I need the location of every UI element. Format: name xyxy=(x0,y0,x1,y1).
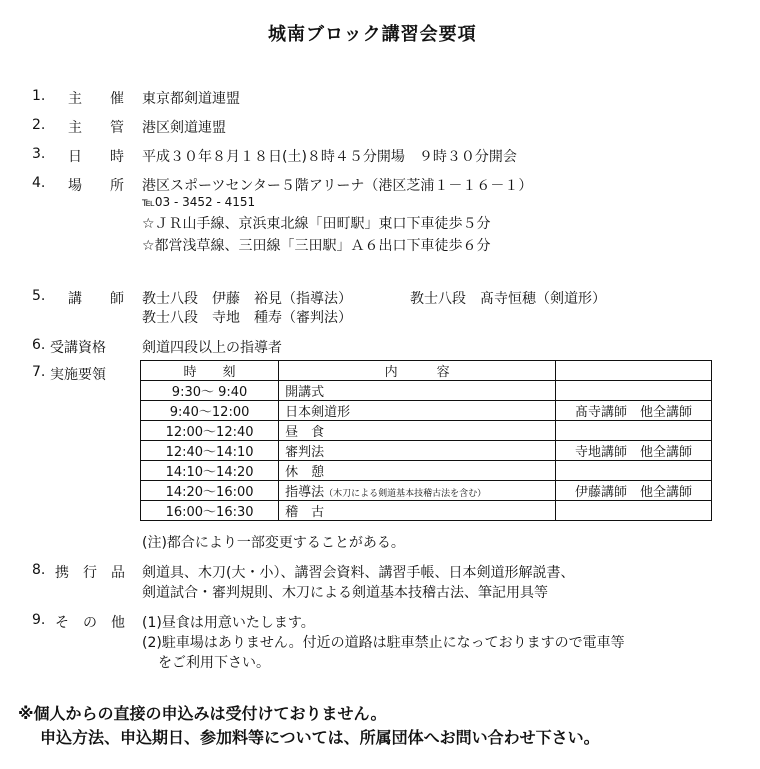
row-content: 昼 食 xyxy=(279,421,556,441)
row-content: 稽 古 xyxy=(279,501,556,521)
section-number: 9. xyxy=(32,612,46,628)
section-label-manager: 主 管 xyxy=(68,120,124,136)
section-label-datetime: 日 時 xyxy=(68,149,124,165)
datetime-value: 平成３０年８月１８日(土)８時４５分開場 ９時３０分開会 xyxy=(142,149,517,165)
row-content-note: （木刀による剣道基本技稽古法を含む） xyxy=(324,489,487,499)
table-row xyxy=(141,441,712,461)
instructor-ito: 教士八段 伊藤 裕見（指導法） xyxy=(142,291,352,307)
table-header-content: 内 容 xyxy=(279,361,556,381)
belongings-line-2: 剣道試合・審判規則、木刀による剣道基本技稽古法、筆記用具等 xyxy=(142,585,548,601)
section-label-organizer: 主 催 xyxy=(68,91,124,107)
section-number: 5. xyxy=(32,288,46,304)
row-instructor xyxy=(556,421,712,441)
other-item-2-cont: をご利用下さい。 xyxy=(158,655,270,671)
row-instructor: 髙寺講師 他全講師 xyxy=(556,401,712,421)
row-instructor xyxy=(556,501,712,521)
section-number: 3. xyxy=(32,146,46,162)
table-header-instructor xyxy=(556,361,712,381)
row-time: 12:00～12:40 xyxy=(141,421,279,441)
row-content: 日本剣道形 xyxy=(279,401,556,421)
section-number: 4. xyxy=(32,175,46,191)
row-time: 16:00～16:30 xyxy=(141,501,279,521)
schedule-note: (注)都合により一部変更することがある。 xyxy=(142,535,405,551)
row-time: 12:40～14:10 xyxy=(141,441,279,461)
organizer-value: 東京都剣道連盟 xyxy=(142,91,240,107)
instructor-terachi: 教士八段 寺地 種寿（審判法） xyxy=(142,310,352,326)
venue-address: 港区スポーツセンター５階アリーナ（港区芝浦１－１６－１） xyxy=(142,178,533,194)
row-instructor: 寺地講師 他全講師 xyxy=(556,441,712,461)
table-row xyxy=(141,481,712,501)
section-number: 8. xyxy=(32,562,46,578)
belongings-line-1: 剣道具、木刀(大・小）、講習会資料、講習手帳、日本剣道形解説書、 xyxy=(142,565,575,581)
row-content: 開講式 xyxy=(279,381,556,401)
venue-access-jr: ☆ＪＲ山手線、京浜東北線「田町駅」東口下車徒歩５分 xyxy=(142,216,491,232)
row-instructor: 伊藤講師 他全講師 xyxy=(556,481,712,501)
other-item-1: (1)昼食は用意いたします。 xyxy=(142,615,315,631)
venue-phone: ℡03 - 3452 - 4151 xyxy=(142,195,256,209)
row-content-cell xyxy=(279,481,556,501)
row-content: 審判法 xyxy=(279,441,556,461)
row-content: 休 憩 xyxy=(279,461,556,481)
venue-access-toei: ☆都営浅草線、三田線「三田駅」Ａ６出口下車徒歩６分 xyxy=(142,238,491,254)
page-title: 城南ブロック講習会要項 xyxy=(268,24,477,45)
table-row xyxy=(141,401,712,421)
table-row xyxy=(141,421,712,441)
row-time: 14:20～16:00 xyxy=(141,481,279,501)
table-header-time: 時 刻 xyxy=(141,361,279,381)
section-label-instructors: 講 師 xyxy=(68,291,124,307)
row-content: 指導法 xyxy=(285,485,325,500)
section-label-implementation: 実施要領 xyxy=(50,367,106,383)
table-row xyxy=(141,381,712,401)
section-label-venue: 場 所 xyxy=(68,178,124,194)
row-time: 9:40～12:00 xyxy=(141,401,279,421)
section-label-belongings: 携 行 品 xyxy=(55,565,125,581)
section-number: 7. xyxy=(32,364,46,380)
notice-line-1: ※個人からの直接の申込みは受付けておりません。 xyxy=(18,704,387,723)
row-time: 14:10～14:20 xyxy=(141,461,279,481)
row-instructor xyxy=(556,461,712,481)
table-row xyxy=(141,461,712,481)
table-header-row xyxy=(141,361,712,381)
section-number: 2. xyxy=(32,117,46,133)
manager-value: 港区剣道連盟 xyxy=(142,120,226,136)
instructor-takadera: 教士八段 髙寺恒穂（剣道形） xyxy=(410,291,606,307)
row-instructor xyxy=(556,381,712,401)
section-number: 6. xyxy=(32,337,46,353)
schedule-table xyxy=(140,360,712,521)
row-time: 9:30～ 9:40 xyxy=(141,381,279,401)
eligibility-value: 剣道四段以上の指導者 xyxy=(142,340,282,356)
notice-line-2: 申込方法、申込期日、参加料等については、所属団体へお問い合わせ下さい。 xyxy=(40,728,600,747)
other-item-2: (2)駐車場はありません。付近の道路は駐車禁止になっておりますので電車等 xyxy=(142,635,625,651)
section-label-other: そ の 他 xyxy=(55,615,125,631)
table-row xyxy=(141,501,712,521)
section-number: 1. xyxy=(32,88,46,104)
section-label-eligibility: 受講資格 xyxy=(50,340,106,356)
